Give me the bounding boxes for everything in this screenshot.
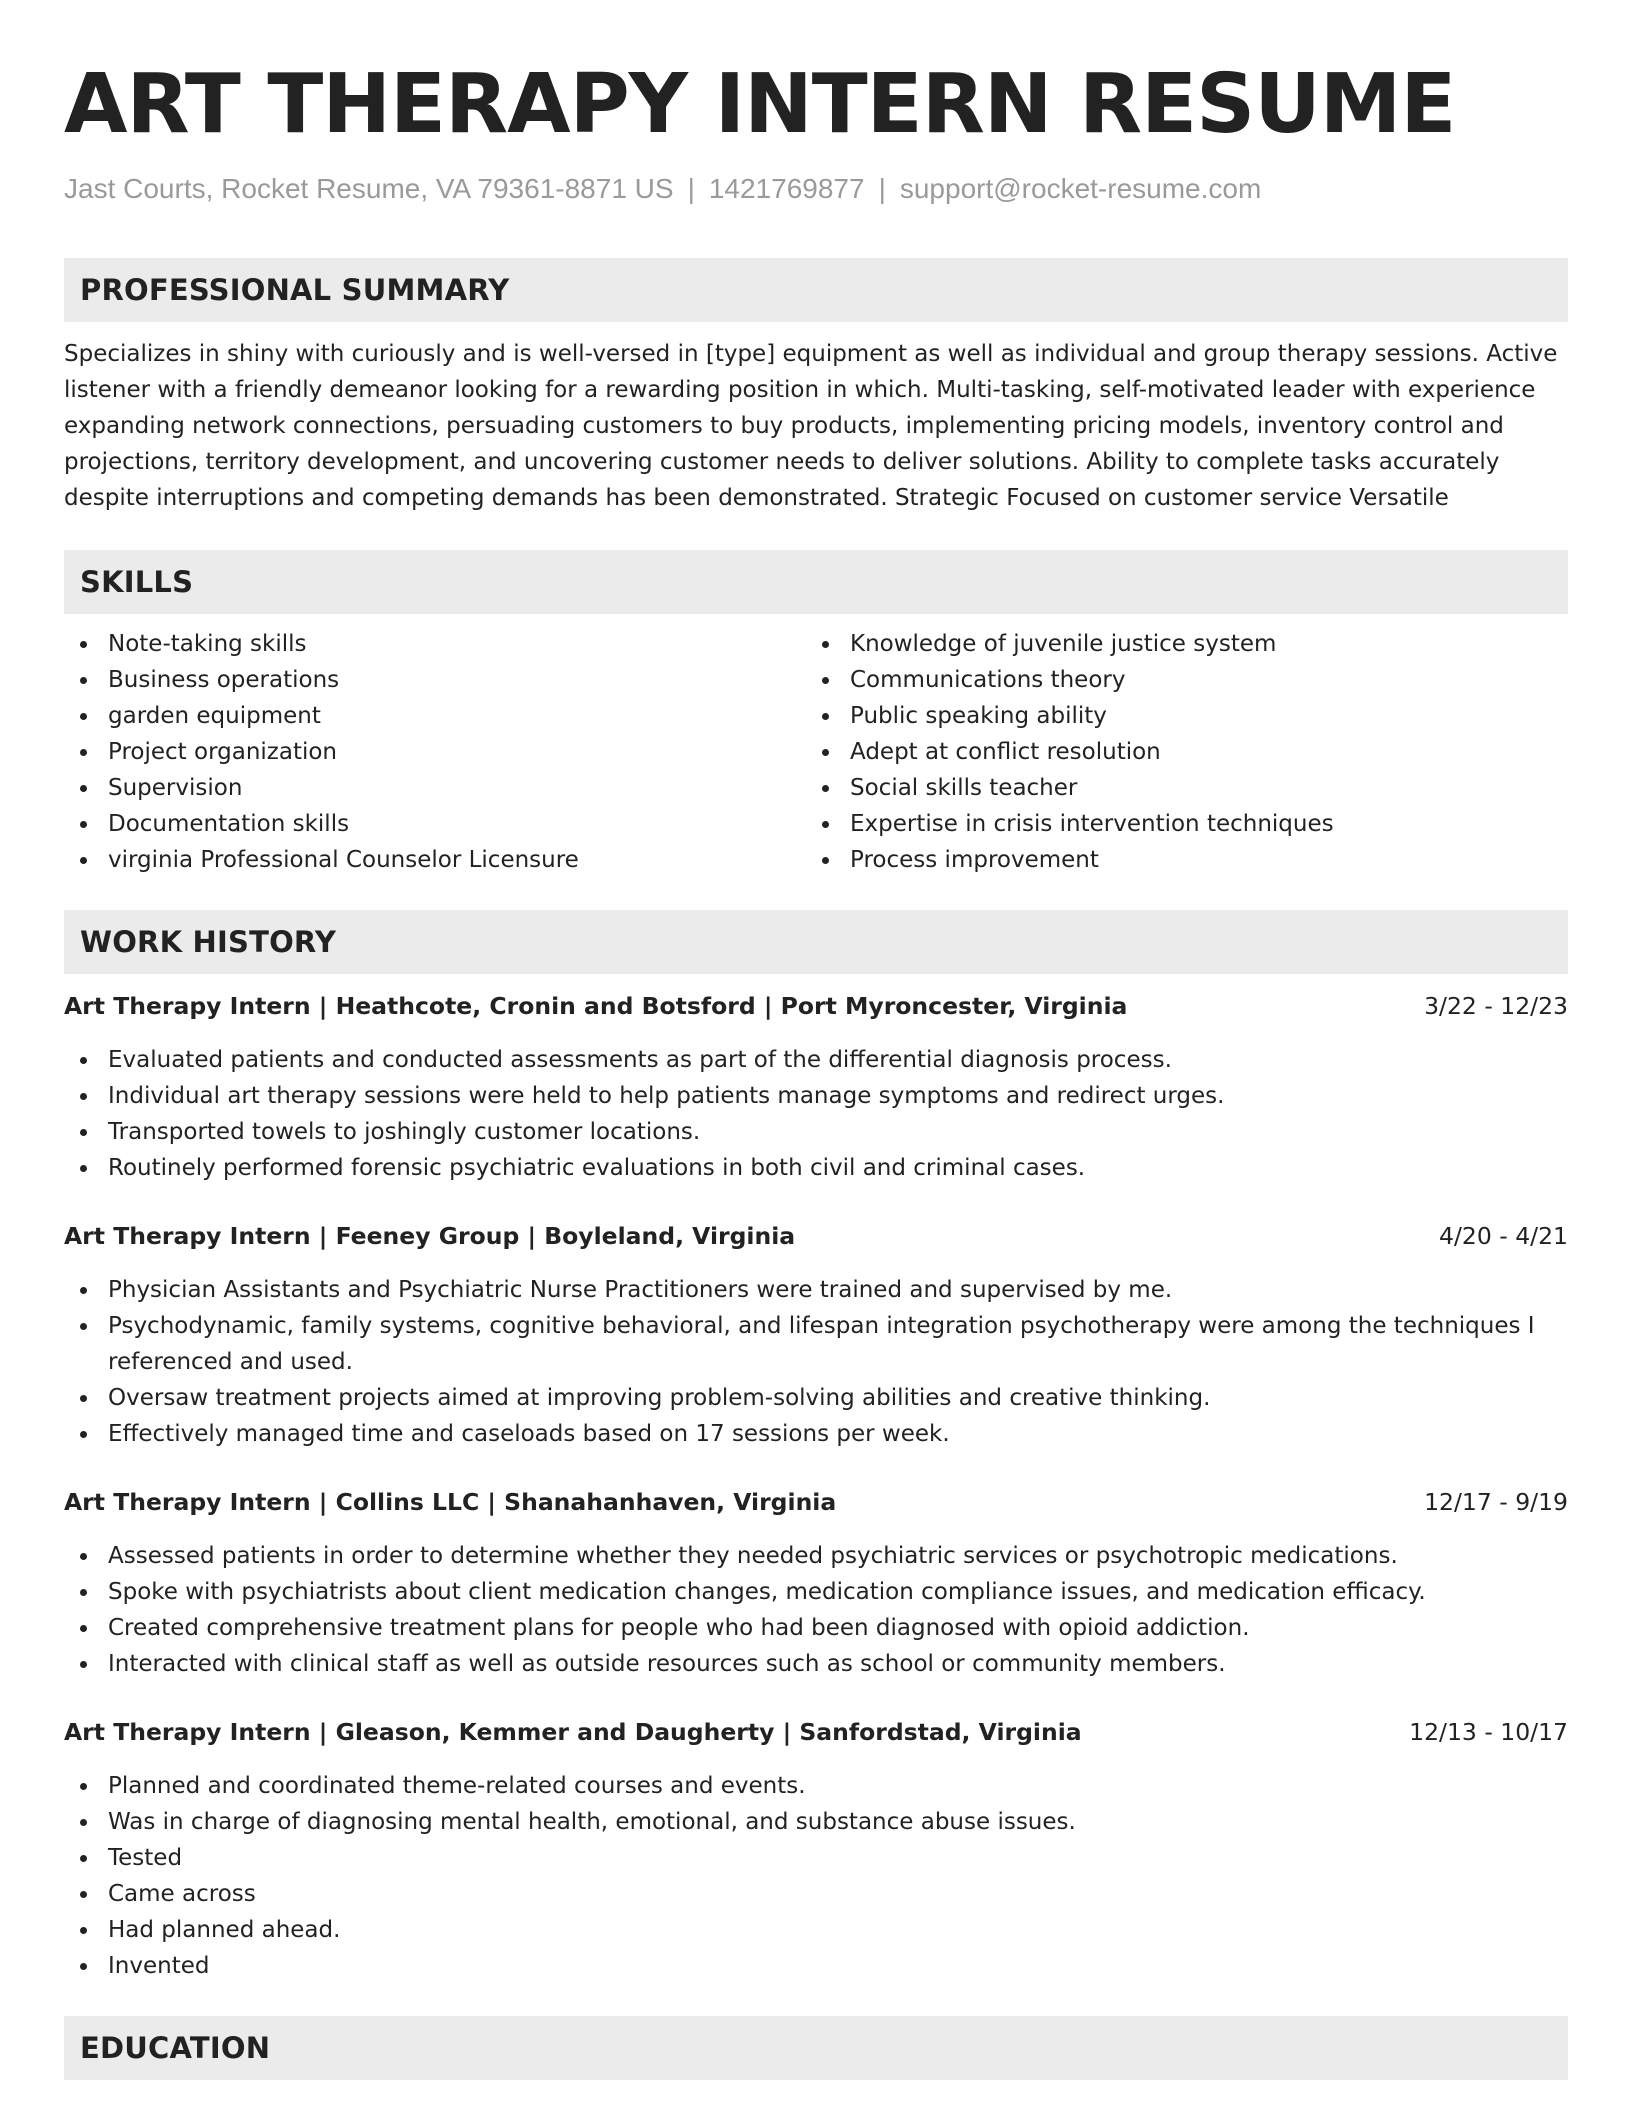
job-duty: Came across	[64, 1876, 1568, 1912]
job-entry	[64, 988, 1568, 1186]
job-entry	[64, 1484, 1568, 1682]
job-duty: Assessed patients in order to determine whether they needed psychiatric services or psychotropic medications.	[64, 1538, 1568, 1574]
contact-line	[64, 172, 1568, 206]
job-entry	[64, 1218, 1568, 1452]
skill-item: Project organization	[64, 734, 806, 770]
contact-separator: |	[687, 173, 695, 204]
skill-item: Note-taking skills	[64, 626, 806, 662]
job-duty: Planned and coordinated theme-related courses and events.	[64, 1768, 1568, 1804]
resume-page	[64, 0, 1568, 2080]
contact-phone: 1421769877	[708, 173, 865, 204]
job-duty: Physician Assistants and Psychiatric Nurse Practitioners were trained and supervised by me.	[64, 1272, 1568, 1308]
job-header	[64, 1218, 1568, 1254]
job-dates: 12/17 - 9/19	[1424, 1488, 1568, 1516]
job-duties	[64, 1768, 1568, 1984]
job-duty: Created comprehensive treatment plans for people who had been diagnosed with opioid addiction.	[64, 1610, 1568, 1646]
skill-item: virginia Professional Counselor Licensure	[64, 842, 806, 878]
section-header-work-history: WORK HISTORY	[64, 910, 1568, 974]
job-duty: Evaluated patients and conducted assessments as part of the differential diagnosis process.	[64, 1042, 1568, 1078]
job-title: Art Therapy Intern | Heathcote, Cronin and Botsford | Port Myroncester, Virginia	[64, 992, 1128, 1020]
job-duty: Was in charge of diagnosing mental health, emotional, and substance abuse issues.	[64, 1804, 1568, 1840]
skill-item: Public speaking ability	[806, 698, 1548, 734]
skill-item: Process improvement	[806, 842, 1548, 878]
skill-item: Adept at conflict resolution	[806, 734, 1548, 770]
job-duties	[64, 1538, 1568, 1682]
job-duty: Routinely performed forensic psychiatric evaluations in both civil and criminal cases.	[64, 1150, 1568, 1186]
skill-item: Documentation skills	[64, 806, 806, 842]
skill-item: Supervision	[64, 770, 806, 806]
job-duty: Transported towels to joshingly customer locations.	[64, 1114, 1568, 1150]
job-duty: Invented	[64, 1948, 1568, 1984]
job-duty: Spoke with psychiatrists about client medication changes, medication compliance issues, and medication efficacy.	[64, 1574, 1568, 1610]
job-title: Art Therapy Intern | Gleason, Kemmer and Daugherty | Sanfordstad, Virginia	[64, 1718, 1082, 1746]
contact-email: support@rocket-resume.com	[899, 173, 1262, 204]
section-header-education: EDUCATION	[64, 2016, 1568, 2080]
skills-column-right	[806, 626, 1548, 878]
skill-item: Expertise in crisis intervention techniques	[806, 806, 1548, 842]
contact-separator: |	[878, 173, 886, 204]
job-dates: 3/22 - 12/23	[1424, 992, 1568, 1020]
section-header-summary: PROFESSIONAL SUMMARY	[64, 258, 1568, 322]
job-header	[64, 988, 1568, 1024]
job-title: Art Therapy Intern | Collins LLC | Shanahanhaven, Virginia	[64, 1488, 837, 1516]
summary-text: Specializes in shiny with curiously and is well-versed in [type] equipment as well as individual and group therapy sessions. Active listener with a friendly demeanor looking for a rewarding position in which. Multi-tasking, self-motivated leader with experience expanding network connections, persuading customers to buy products, implementing pricing models, inventory control and projections, territory development, and uncovering customer needs to deliver solutions. Ability to complete tasks accurately despite interruptions and competing demands has been demonstrated. Strategic Focused on customer service Versatile	[64, 341, 1558, 511]
job-duty: Had planned ahead.	[64, 1912, 1568, 1948]
job-duty: Effectively managed time and caseloads based on 17 sessions per week.	[64, 1416, 1568, 1452]
skill-item: Communications theory	[806, 662, 1548, 698]
skill-item: Business operations	[64, 662, 806, 698]
job-header	[64, 1714, 1568, 1750]
skill-item: Knowledge of juvenile justice system	[806, 626, 1548, 662]
skills-column-left	[64, 626, 806, 878]
job-header	[64, 1484, 1568, 1520]
job-duty: Psychodynamic, family systems, cognitive behavioral, and lifespan integration psychotherapy were among the techniques I referenced and used.	[64, 1308, 1568, 1380]
job-dates: 12/13 - 10/17	[1409, 1718, 1568, 1746]
job-dates: 4/20 - 4/21	[1439, 1222, 1568, 1250]
job-entry	[64, 1714, 1568, 1984]
job-duty: Oversaw treatment projects aimed at improving problem-solving abilities and creative thinking.	[64, 1380, 1568, 1416]
skills-list	[64, 626, 1568, 878]
job-duties	[64, 1042, 1568, 1186]
job-duty: Tested	[64, 1840, 1568, 1876]
skill-item: garden equipment	[64, 698, 806, 734]
job-duty: Individual art therapy sessions were held to help patients manage symptoms and redirect urges.	[64, 1078, 1568, 1114]
job-duties	[64, 1272, 1568, 1452]
skill-item: Social skills teacher	[806, 770, 1548, 806]
job-title: Art Therapy Intern | Feeney Group | Boyleland, Virginia	[64, 1222, 796, 1250]
contact-address: Jast Courts, Rocket Resume, VA 79361-8871 US	[64, 173, 674, 204]
section-header-skills: SKILLS	[64, 550, 1568, 614]
job-duty: Interacted with clinical staff as well as outside resources such as school or community members.	[64, 1646, 1568, 1682]
page-title: ART THERAPY INTERN RESUME	[64, 57, 1456, 152]
